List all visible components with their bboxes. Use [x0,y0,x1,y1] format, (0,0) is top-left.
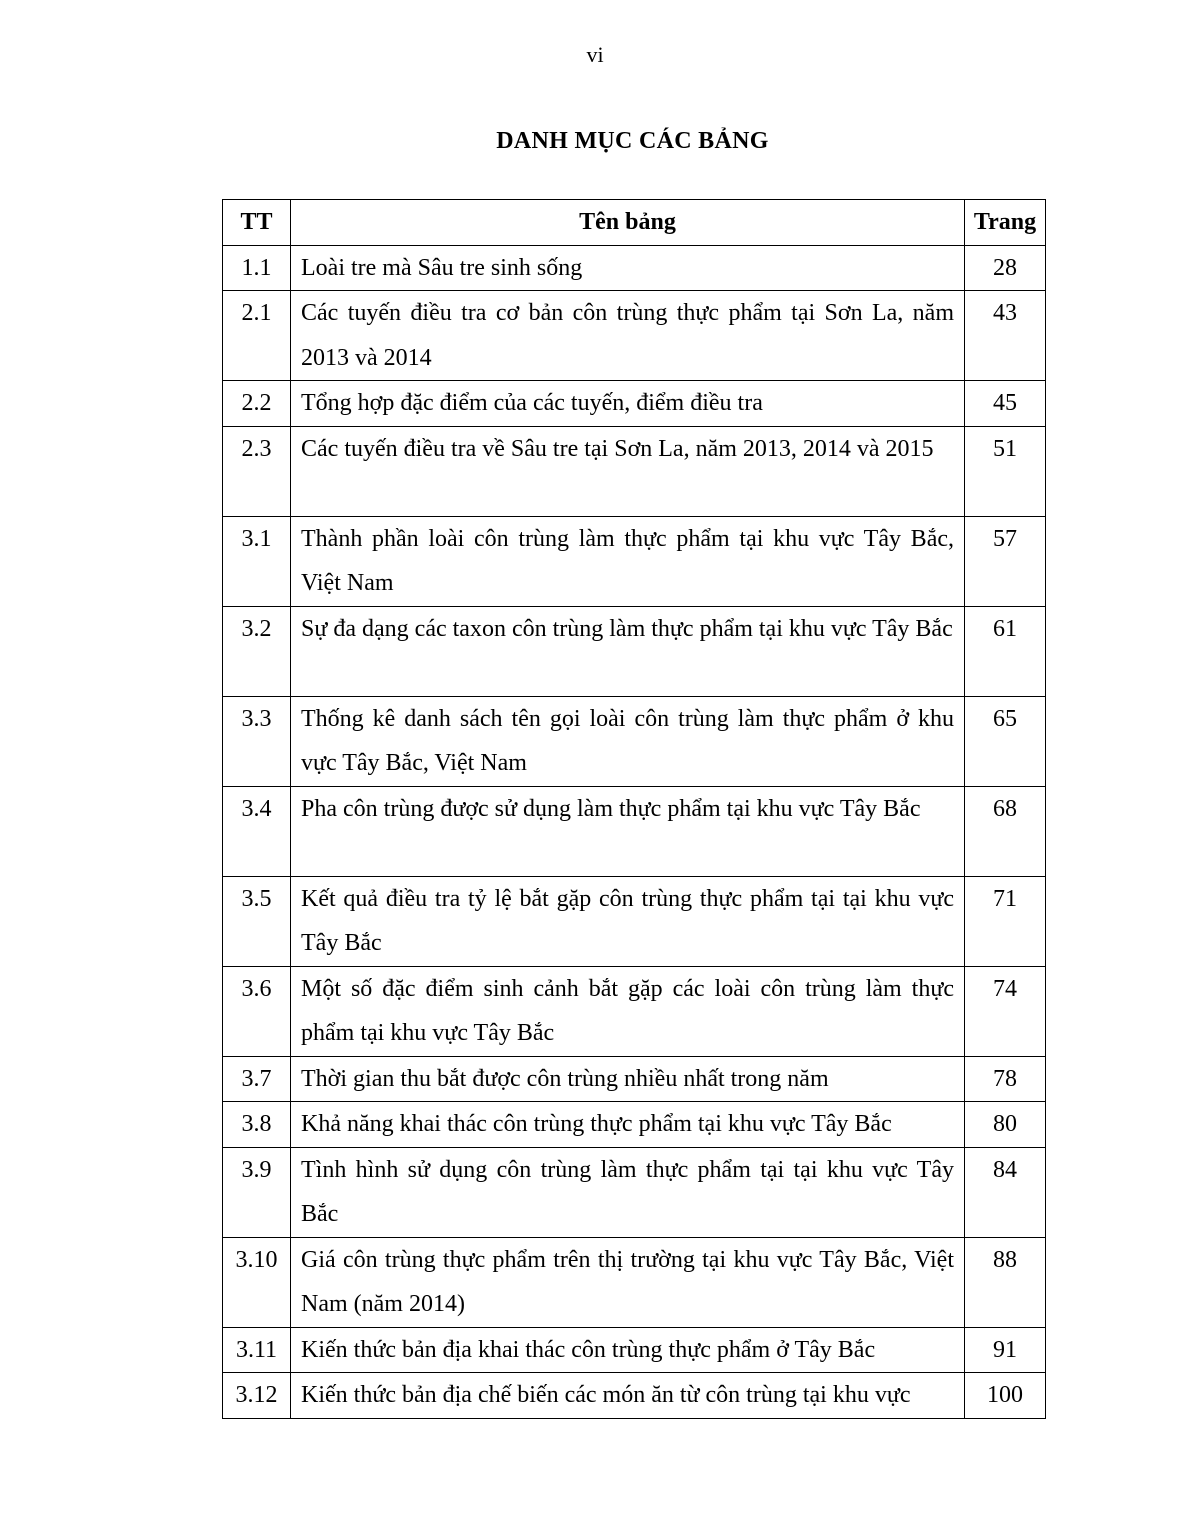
row-table-name: Kiến thức bản địa chế biến các món ăn từ côn trùng tại khu vực [291,1373,965,1419]
row-number: 3.11 [223,1327,291,1373]
row-number: 3.9 [223,1147,291,1237]
row-table-name: Các tuyến điều tra về Sâu tre tại Sơn La, năm 2013, 2014 và 2015 [291,426,965,516]
row-page: 45 [965,381,1046,427]
header-page: Trang [965,200,1046,246]
row-page: 84 [965,1147,1046,1237]
header-tt: TT [223,200,291,246]
row-number: 2.1 [223,291,291,381]
row-table-name: Thống kê danh sách tên gọi loài côn trùng làm thực phẩm ở khu vực Tây Bắc, Việt Nam [291,696,965,786]
row-table-name: Kiến thức bản địa khai thác côn trùng thực phẩm ở Tây Bắc [291,1327,965,1373]
table-row [223,1327,1046,1373]
row-page: 78 [965,1056,1046,1102]
table-row [223,966,1046,1056]
row-table-name: Sự đa dạng các taxon côn trùng làm thực phẩm tại khu vực Tây Bắc [291,606,965,696]
page-number: vi [586,42,604,67]
row-page: 51 [965,426,1046,516]
row-page: 100 [965,1373,1046,1419]
row-page: 68 [965,786,1046,876]
row-table-name: Khả năng khai thác côn trùng thực phẩm tại khu vực Tây Bắc [291,1102,965,1148]
row-table-name: Tổng hợp đặc điểm của các tuyến, điểm điều tra [291,381,965,427]
page-title: DANH MỤC CÁC BẢNG [496,128,769,154]
row-table-name: Giá côn trùng thực phẩm trên thị trường tại khu vực Tây Bắc, Việt Nam (năm 2014) [291,1237,965,1327]
row-table-name: Các tuyến điều tra cơ bản côn trùng thực phẩm tại Sơn La, năm 2013 và 2014 [291,291,965,381]
row-page: 43 [965,291,1046,381]
row-number: 3.10 [223,1237,291,1327]
row-page: 88 [965,1237,1046,1327]
row-page: 65 [965,696,1046,786]
row-table-name: Thành phần loài côn trùng làm thực phẩm tại khu vực Tây Bắc, Việt Nam [291,516,965,606]
table-row [223,426,1046,516]
table-row [223,516,1046,606]
row-table-name: Tình hình sử dụng côn trùng làm thực phẩm tại tại khu vực Tây Bắc [291,1147,965,1237]
table-row [223,381,1046,427]
table-header-row [223,200,1046,246]
row-number: 2.3 [223,426,291,516]
row-page: 57 [965,516,1046,606]
row-page: 71 [965,876,1046,966]
row-page: 61 [965,606,1046,696]
row-table-name: Một số đặc điểm sinh cảnh bắt gặp các loài côn trùng làm thực phẩm tại khu vực Tây Bắc [291,966,965,1056]
row-number: 3.7 [223,1056,291,1102]
row-number: 3.5 [223,876,291,966]
table-row [223,876,1046,966]
row-number: 1.1 [223,245,291,291]
row-number: 3.4 [223,786,291,876]
row-table-name: Loài tre mà Sâu tre sinh sống [291,245,965,291]
table-row [223,291,1046,381]
row-table-name: Pha côn trùng được sử dụng làm thực phẩm tại khu vực Tây Bắc [291,786,965,876]
table-row [223,1056,1046,1102]
row-page: 91 [965,1327,1046,1373]
list-of-tables [222,199,1046,1419]
row-number: 3.3 [223,696,291,786]
row-number: 3.12 [223,1373,291,1419]
row-number: 3.1 [223,516,291,606]
row-page: 74 [965,966,1046,1056]
row-page: 28 [965,245,1046,291]
table-row [223,696,1046,786]
row-table-name: Kết quả điều tra tỷ lệ bắt gặp côn trùng thực phẩm tại tại khu vực Tây Bắc [291,876,965,966]
table-row [223,1102,1046,1148]
row-page: 80 [965,1102,1046,1148]
table-row [223,606,1046,696]
table-row [223,1237,1046,1327]
row-number: 3.6 [223,966,291,1056]
table-row [223,1147,1046,1237]
row-number: 2.2 [223,381,291,427]
row-number: 3.8 [223,1102,291,1148]
row-number: 3.2 [223,606,291,696]
row-table-name: Thời gian thu bắt được côn trùng nhiều nhất trong năm [291,1056,965,1102]
table-row [223,786,1046,876]
table-row [223,245,1046,291]
table-row [223,1373,1046,1419]
header-table-name: Tên bảng [291,200,965,246]
